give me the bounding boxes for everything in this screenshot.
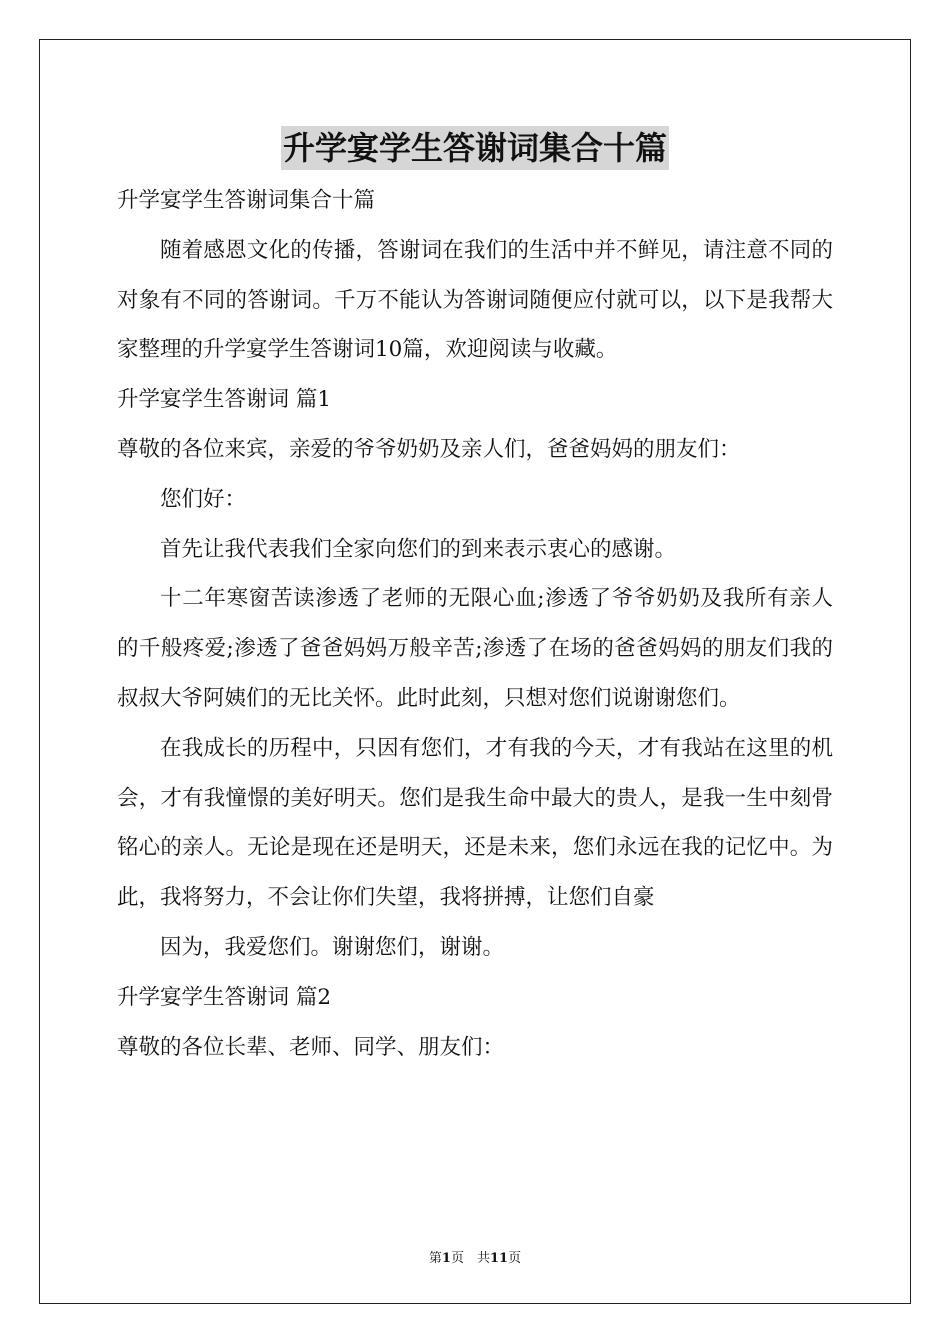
- paragraph: 因为，我爱您们。谢谢您们，谢谢。: [160, 934, 505, 960]
- document-title: 升学宴学生答谢词集合十篇: [281, 126, 669, 170]
- paragraph: 在我成长的历程中，只因有您们，才有我的今天，才有我站在这里的机会，才有我憧憬的美好明天。您们是我生命中最大的贵人，是我一生中刻骨铭心的亲人。无论是现在还是明天，还是未来，您们永远在我的记忆中。为此，我将努力，不会让你们失望，我将拼搏，让您们自豪: [117, 735, 833, 911]
- paragraph: 十二年寒窗苦读渗透了老师的无限心血;渗透了爷爷奶奶及我所有亲人的千般疼爱;渗透了爸爸妈妈万般辛苦;渗透了在场的爸爸妈妈的朋友们我的叔叔大爷阿姨们的无比关怀。此时此刻，只想对您们说谢谢您们。: [117, 586, 833, 711]
- footer-mid: 页 共: [450, 1251, 490, 1266]
- footer-suffix: 页: [508, 1251, 522, 1266]
- paragraph: 您们好：: [160, 486, 247, 512]
- paragraph: 首先让我代表我们全家向您们的到来表示衷心的感谢。: [160, 536, 677, 562]
- title-wrap: [0, 126, 950, 170]
- salutation: 尊敬的各位来宾，亲爱的爷爷奶奶及亲人们，爸爸妈妈的朋友们：: [117, 436, 741, 462]
- document-body: [117, 176, 833, 1072]
- section-heading: 升学宴学生答谢词 篇2: [117, 984, 332, 1010]
- paragraph: 随着感恩文化的传播，答谢词在我们的生活中并不鲜见，请注意不同的对象有不同的答谢词。千万不能认为答谢词随便应付就可以，以下是我帮大家整理的升学宴学生答谢词10篇，欢迎阅读与收藏。: [117, 237, 833, 363]
- page-footer: [0, 1247, 950, 1266]
- footer-current-page: 1: [441, 1251, 451, 1266]
- paragraph: 升学宴学生答谢词集合十篇: [117, 188, 376, 213]
- footer-total-pages: 11: [489, 1251, 509, 1266]
- section-heading: 升学宴学生答谢词 篇1: [117, 387, 332, 413]
- footer-prefix: 第: [428, 1251, 442, 1266]
- salutation: 尊敬的各位长辈、老师、同学、朋友们：: [117, 1034, 505, 1060]
